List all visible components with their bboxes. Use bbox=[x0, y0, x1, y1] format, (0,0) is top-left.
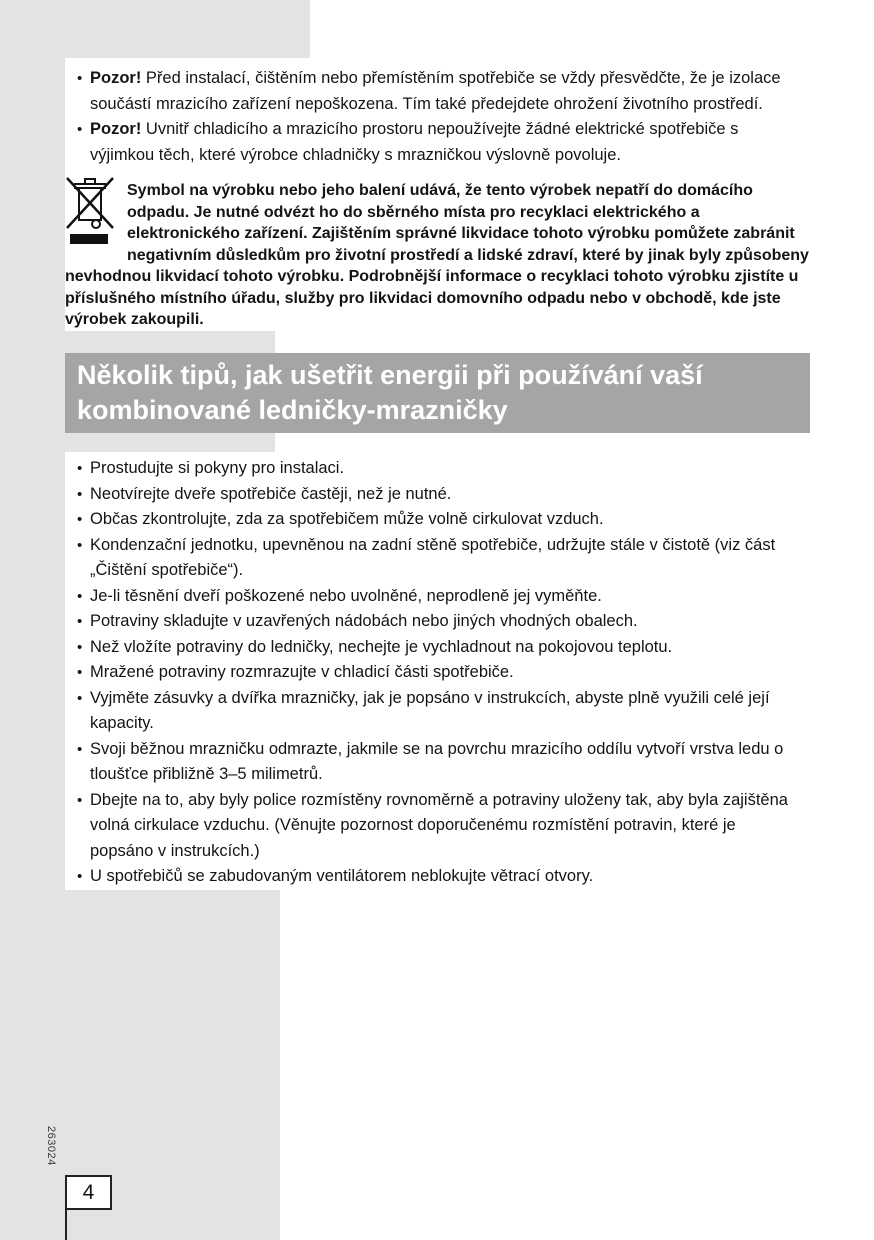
section-title-banner bbox=[65, 353, 810, 433]
bullet-icon: • bbox=[77, 689, 83, 707]
list-item bbox=[65, 456, 810, 482]
bullet-icon: • bbox=[77, 740, 83, 758]
tip-text: Neotvírejte dveře spotřebiče častěji, než je nutné. bbox=[90, 484, 452, 503]
bullet-icon: • bbox=[77, 868, 83, 885]
tips-section bbox=[65, 452, 810, 890]
scan-gap-above-banner bbox=[0, 327, 275, 353]
list-item bbox=[65, 609, 810, 635]
bullet-icon: • bbox=[77, 664, 83, 681]
tip-text: Potraviny skladujte v uzavřených nádobách nebo jiných vhodných obalech. bbox=[90, 612, 638, 630]
bullet-icon: • bbox=[77, 121, 83, 138]
list-item bbox=[65, 66, 810, 117]
document-code: 263024 bbox=[45, 1126, 57, 1166]
warning-text bbox=[90, 66, 810, 117]
warnings-list bbox=[65, 66, 810, 168]
list-item bbox=[65, 635, 810, 661]
bullet-icon: • bbox=[77, 485, 83, 503]
warning-keyword: Pozor! bbox=[90, 69, 142, 87]
tip-text: U spotřebičů se zabudovaným ventilátorem neblokujte větrací otvory. bbox=[90, 867, 594, 885]
bullet-icon: • bbox=[77, 536, 83, 554]
weee-crossed-out-bin-icon bbox=[65, 176, 120, 264]
tip-text: Občas zkontrolujte, zda za spotřebičem může volně cirkulovat vzduch. bbox=[90, 510, 604, 528]
warning-keyword: Pozor! bbox=[90, 120, 142, 138]
page-number-box bbox=[65, 1175, 112, 1210]
recycling-section bbox=[65, 176, 810, 331]
tip-text: Svoji běžnou mrazničku odmrazte, jakmile se na povrchu mrazicího oddílu vytvoří vrstva ledu o tloušťce přibližně 3–5 milimetrů. bbox=[90, 739, 784, 783]
tip-text: Než vložíte potraviny do ledničky, nechejte je vychladnout na pokojovou teplotu. bbox=[90, 637, 673, 656]
warning-body: Uvnitř chladicího a mrazicího prostoru nepoužívejte žádné elektrické spotřebiče s výjimkou těch, které výrobce chladničky s mrazničkou výslovně povoluje. bbox=[90, 120, 739, 164]
tip-text: Je-li těsnění dveří poškozené nebo uvolněné, neprodleně jej vyměňte. bbox=[90, 586, 602, 605]
list-item bbox=[65, 737, 810, 788]
bullet-icon: • bbox=[77, 638, 83, 656]
page-number: 4 bbox=[82, 1180, 95, 1204]
list-item bbox=[65, 864, 810, 890]
bullet-icon: • bbox=[77, 511, 83, 528]
section-title-line1: Několik tipů, jak ušetřit energii při používání vaší bbox=[77, 360, 703, 390]
recycling-text: Symbol na výrobku nebo jeho balení udává, že tento výrobek nepatří do domácího odpadu. Je nutné odvézt ho do sběrného místa pro recyklaci elektrického a elektronického zařízení. Zajištěním správné likvidace tohoto výrobku pomůžete zabránit negativním důsledkům pro životní prostředí a lidské zdraví, které by jinak byly způsobeny nevhodnou likvidací tohoto výrobku. Podrobnější informace o recyklaci tohoto výrobku zjistíte u příslušného místního úřadu, služby pro likvidaci domovního odpadu nebo v obchodě, kde jste výrobek zakoupili. bbox=[65, 182, 809, 328]
list-item bbox=[65, 660, 810, 686]
tip-text: Vyjměte zásuvky a dvířka mrazničky, jak je popsáno v instrukcích, abyste plně využili celé její kapacity. bbox=[90, 688, 770, 732]
bullet-icon: • bbox=[77, 70, 83, 87]
bullet-icon: • bbox=[77, 587, 83, 605]
tip-text: Kondenzační jednotku, upevněnou na zadní stěně spotřebiče, udržujte stále v čistotě (viz část „Čištění spotřebiče“). bbox=[90, 535, 776, 579]
page-number-rule bbox=[65, 1210, 67, 1240]
tips-list bbox=[65, 456, 810, 890]
tip-text: Prostudujte si pokyny pro instalaci. bbox=[90, 459, 345, 477]
warning-text bbox=[90, 117, 810, 168]
tip-text: Mražené potraviny rozmrazujte v chladicí části spotřebiče. bbox=[90, 663, 514, 681]
warning-body: Před instalací, čištěním nebo přemístěním spotřebiče se vždy přesvědčte, že je izolace součástí mrazicího zařízení nepoškozena. Tím také předejdete ohrožení životního prostředí. bbox=[90, 69, 781, 113]
list-item bbox=[65, 788, 810, 865]
warnings-section bbox=[65, 58, 810, 168]
bullet-icon: • bbox=[77, 460, 83, 477]
list-item bbox=[65, 117, 810, 168]
list-item bbox=[65, 533, 810, 584]
scan-margin-bottom bbox=[0, 853, 280, 1240]
list-item bbox=[65, 686, 810, 737]
list-item bbox=[65, 482, 810, 508]
scan-gap-below-banner bbox=[0, 433, 275, 452]
bullet-icon: • bbox=[77, 791, 83, 809]
list-item bbox=[65, 507, 810, 533]
list-item bbox=[65, 584, 810, 610]
scan-margin-top bbox=[0, 0, 310, 58]
section-title-line2: kombinované ledničky-mrazničky bbox=[77, 395, 508, 425]
tip-text: Dbejte na to, aby byly police rozmístěny rovnoměrně a potraviny uloženy tak, aby byla zajištěna volná cirkulace vzduchu. (Věnujte pozornost doporučenému rozmístění potravin, které je popsáno v instrukcích.) bbox=[90, 790, 788, 860]
bullet-icon: • bbox=[77, 613, 83, 630]
